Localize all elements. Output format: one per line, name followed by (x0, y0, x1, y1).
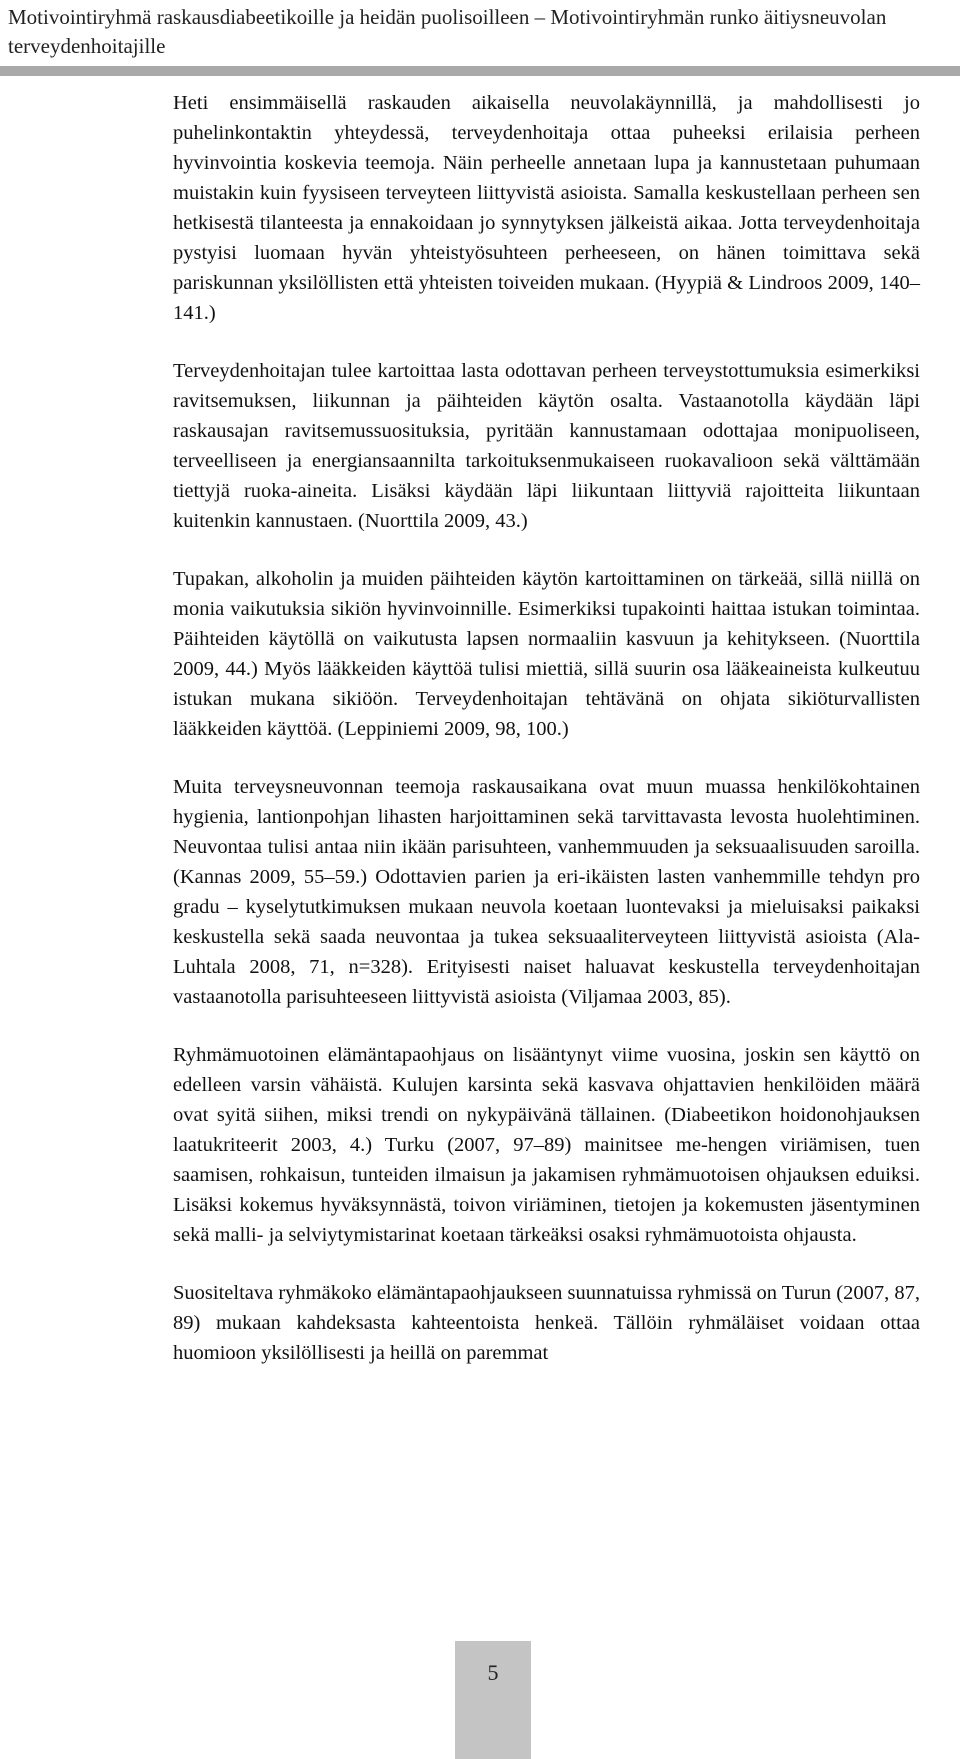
header-divider (0, 66, 960, 76)
document-body (173, 88, 920, 1396)
page-header (0, 0, 960, 78)
paragraph: Muita terveysneuvonnan teemoja raskausaikana ovat muun muassa henkilökohtainen hygienia, lantionpohjan lihasten harjoittaminen sekä tarvittavasta levosta huolehtiminen. Neuvontaa tulisi antaa niin ikään parisuhteen, vanhemmuuden ja seksuaalisuuden saroilla. (Kannas 2009, 55–59.) Odottavien parien ja eri-ikäisten lasten vanhemmille tehdyn pro gradu – kyselytutkimuksen mukaan neuvola koetaan luontevaksi ja mieluisaksi paikaksi keskustella sekä saada neuvontaa ja tukea seksuaaliterveyteen liittyvistä asioista (Ala-Luhtala 2008, 71, n=328). Erityisesti naiset haluavat keskustella terveydenhoitajan vastaanotolla parisuhteeseen liittyvistä asioista (Viljamaa 2003, 85). (173, 776, 920, 1008)
paragraph: Tupakan, alkoholin ja muiden päihteiden käytön kartoittaminen on tärkeää, sillä niillä on monia vaikutuksia sikiön hyvinvoinnille. Esimerkiksi tupakointi haittaa istukan toimintaa. Päihteiden käytöllä on vaikutusta lapsen normaaliin kasvuun ja kehitykseen. (Nuorttila 2009, 44.) Myös lääkkeiden käyttöä tulisi miettiä, sillä suurin osa lääkeaineista kulkeutuu istukan mukana sikiöön. Terveydenhoitajan tehtävänä on ohjata sikiöturvallisten lääkkeiden käyttöä. (Leppiniemi 2009, 98, 100.) (173, 568, 920, 740)
paragraph: Heti ensimmäisellä raskauden aikaisella neuvolakäynnillä, ja mahdollisesti jo puhelinkontaktin yhteydessä, terveydenhoitaja ottaa puheeksi erilaisia perheen hyvinvointia koskevia teemoja. Näin perheelle annetaan lupa ja kannustetaan puhumaan muistakin kuin fyysiseen terveyteen liittyvistä asioista. Samalla keskustellaan perheen sen hetkisestä tilanteesta ja ennakoidaan jo synnytyksen jälkeistä aikaa. Jotta terveydenhoitaja pystyisi luomaan hyvän yhteistyösuhteen perheeseen, on hänen toimittava sekä pariskunnan yksilöllisten että yhteisten toiveiden mukaan. (Hyypiä & Lindroos 2009, 140–141.) (173, 92, 920, 324)
paragraph: Terveydenhoitajan tulee kartoittaa lasta odottavan perheen terveystottumuksia esimerkiksi ravitsemuksen, liikunnan ja päihteiden käytön osalta. Vastaanotolla käydään läpi raskausajan ravitsemussuosituksia, pyritään kannustamaan odottajaa monipuoliseen, terveelliseen ja energiansaannilta tarkoituksenmukaiseen ruokavalioon sekä välttämään tiettyjä ruoka-aineita. Lisäksi käydään läpi liikuntaan liittyviä rajoitteita liikuntaan kuitenkin kannustaen. (Nuorttila 2009, 43.) (173, 360, 920, 532)
paragraph: Suositeltava ryhmäkoko elämäntapaohjaukseen suunnatuissa ryhmissä on Turun (2007, 87, 89) mukaan kahdeksasta kahteentoista henkeä. Tällöin ryhmäläiset voidaan ottaa huomioon yksilöllisesti ja heillä on paremmat (173, 1282, 921, 1364)
running-header-title: Motivointiryhmä raskausdiabeetikoille ja heidän puolisoilleen – Motivointiryhmän runko äitiysneuvolan terveydenhoitajille (8, 5, 887, 58)
page-number: 5 (487, 1660, 499, 1685)
page-number-box (455, 1641, 531, 1759)
paragraph: Ryhmämuotoinen elämäntapaohjaus on lisääntynyt viime vuosina, joskin sen käyttö on edelleen varsin vähäistä. Kulujen karsinta sekä kasvava ohjattavien henkilöiden määrä ovat syitä siihen, miksi trendi on nykypäivänä tällainen. (Diabeetikon hoidonohjauksen laatukriteerit 2003, 4.) Turku (2007, 97–89) mainitsee me-hengen viriämisen, tuen saamisen, rohkaisun, tunteiden ilmaisun ja jakamisen ryhmämuotoisen ohjauksen eduiksi. Lisäksi kokemus hyväksynnästä, toivon viriäminen, tietojen ja kokemusten jäsentyminen sekä malli- ja selviytymistarinat koetaan tärkeäksi osaksi ryhmämuotoista ohjausta. (173, 1044, 920, 1246)
